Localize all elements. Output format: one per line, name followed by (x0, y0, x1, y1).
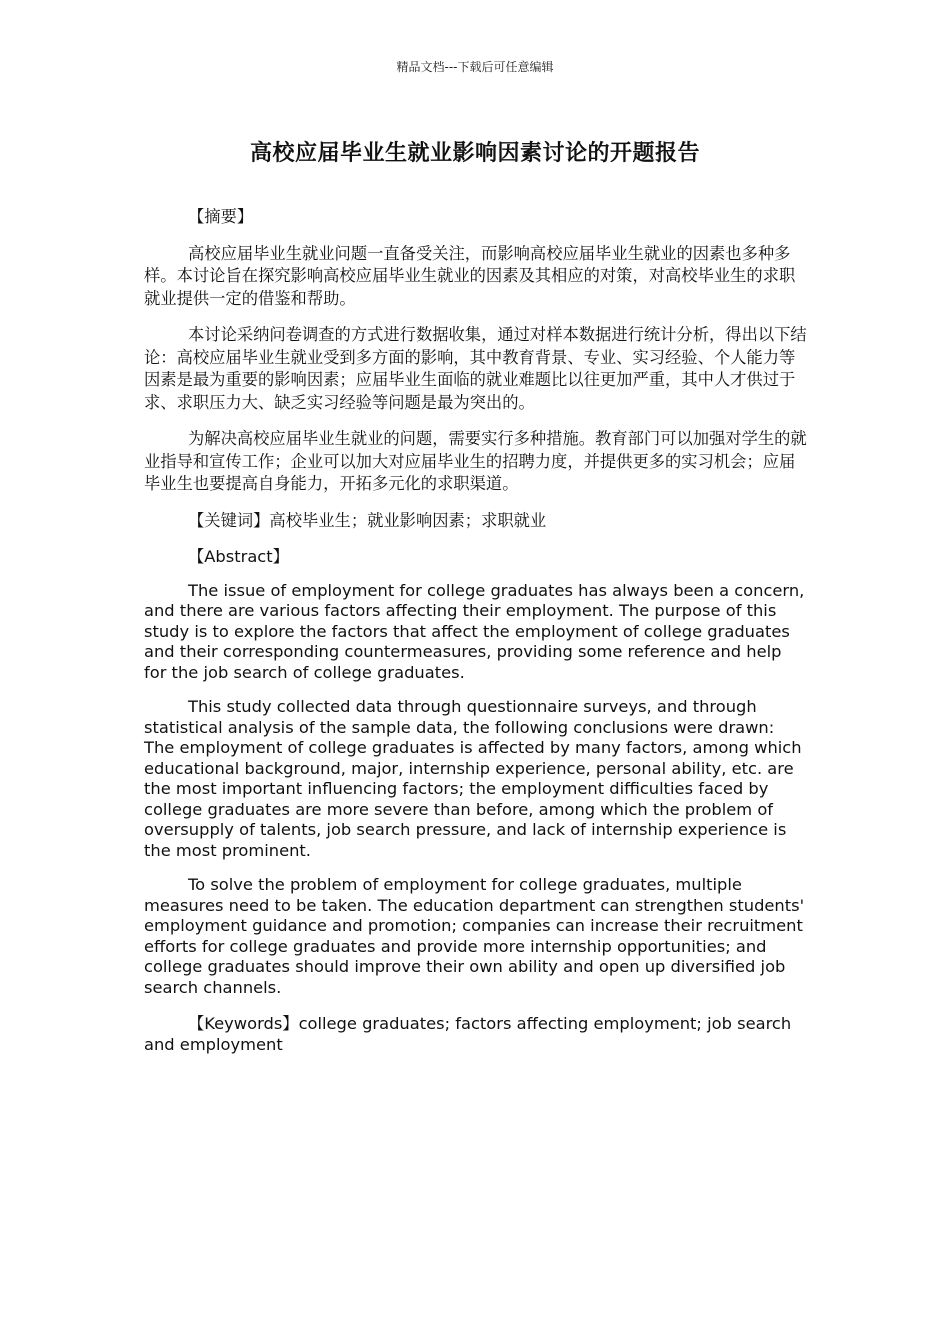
abstract-en-paragraph-3: To solve the problem of employment for college graduates, multiple measures need to be taken. The education department can strengthen students' employment guidance and promotion; companies can increase their recruitment efforts for college graduates and provide more internship opportunities; and college graduates should improve their own ability and open up diversified job search channels. (144, 875, 805, 997)
keywords-en: 【Keywords】college graduates; factors affecting employment; job search and employment (144, 1014, 792, 1054)
abstract-en-paragraph-1: The issue of employment for college graduates has always been a concern, and there are various factors affecting their employment. The purpose of this study is to explore the factors that affect the employment of college graduates and their corresponding countermeasures, providing some reference and help for the job search of college graduates. (144, 580, 805, 682)
document-body (144, 206, 808, 1055)
page-header-note: 精品文档---下载后可任意编辑 (396, 60, 554, 74)
document-title: 高校应届毕业生就业影响因素讨论的开题报告 (249, 141, 700, 166)
abstract-zh-paragraph-2: 本讨论采纳问卷调查的方式进行数据收集，通过对样本数据进行统计分析，得出以下结论：高校应届毕业生就业受到多方面的影响，其中教育背景、专业、实习经验、个人能力等因素是最为重要的影响因素；应届毕业生面临的就业难题比以往更加严重，其中人才供过于求、求职压力大、缺乏实习经验等问题是最为突出的。 (144, 325, 807, 412)
abstract-zh-paragraph-3: 为解决高校应届毕业生就业的问题，需要实行多种措施。教育部门可以加强对学生的就业指导和宣传工作；企业可以加大对应届毕业生的招聘力度，并提供更多的实习机会；应届毕业生也要提高自身能力，开拓多元化的求职渠道。 (144, 429, 807, 493)
keywords-zh: 【关键词】高校毕业生；就业影响因素；求职就业 (188, 510, 547, 530)
abstract-zh-paragraph-1: 高校应届毕业生就业问题一直备受关注，而影响高校应届毕业生就业的因素也多种多样。本讨论旨在探究影响高校应届毕业生就业的因素及其相应的对策，对高校毕业生的求职就业提供一定的借鉴和帮助。 (144, 243, 796, 308)
abstract-en-paragraph-2: This study collected data through questionnaire surveys, and through statistical analysis of the sample data, the following conclusions were drawn: The employment of college graduates is affected by many factors, among which educational background, major, internship experience, personal ability, etc. are the most important influencing factors; the employment difficulties faced by college graduates are more severe than before, among which the problem of oversupply of talents, job search pressure, and lack of internship experience is the most prominent. (144, 697, 802, 860)
abstract-en-heading: 【Abstract】 (188, 547, 289, 566)
abstract-zh-heading: 【摘要】 (188, 207, 254, 226)
